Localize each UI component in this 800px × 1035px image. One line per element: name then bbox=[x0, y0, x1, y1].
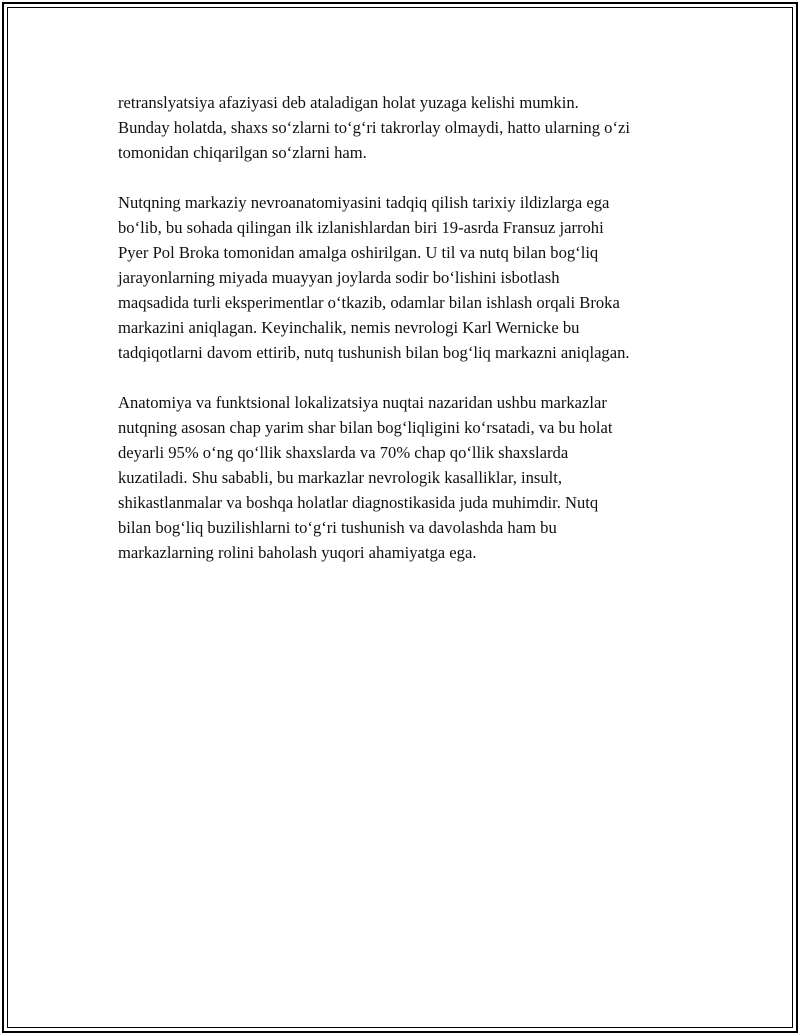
text-line: kuzatiladi. Shu sababli, bu markazlar nevrologik kasalliklar, insult, bbox=[118, 468, 563, 487]
text-line: tomonidan chiqarilgan so‘zlarni ham. bbox=[118, 143, 367, 162]
text-line: jarayonlarning miyada muayyan joylarda sodir bo‘lishini isbotlash bbox=[118, 268, 560, 287]
text-line: retranslyatsiya afaziyasi deb ataladigan holat yuzaga kelishi mumkin. bbox=[118, 93, 579, 112]
text-line: maqsadida turli eksperimentlar o‘tkazib, odamlar bilan ishlash orqali Broka bbox=[118, 293, 620, 312]
text-line: shikastlanmalar va boshqa holatlar diagnostikasida juda muhimdir. Nutq bbox=[118, 493, 599, 512]
paragraph-1 bbox=[118, 90, 703, 165]
paragraph-2 bbox=[118, 190, 703, 365]
text-line: markazlarning rolini baholash yuqori ahamiyatga ega. bbox=[118, 543, 477, 562]
text-line: Nutqning markaziy nevroanatomiyasini tadqiq qilish tarixiy ildizlarga ega bbox=[118, 193, 610, 212]
text-line: Anatomiya va funktsional lokalizatsiya nuqtai nazaridan ushbu markazlar bbox=[118, 393, 607, 412]
paragraph-3 bbox=[118, 390, 703, 565]
text-line: nutqning asosan chap yarim shar bilan bog‘liqligini ko‘rsatadi, va bu holat bbox=[118, 418, 613, 437]
text-line: markazini aniqlagan. Keyinchalik, nemis nevrologi Karl Wernicke bu bbox=[118, 318, 580, 337]
text-line: Pyer Pol Broka tomonidan amalga oshirilgan. U til va nutq bilan bog‘liq bbox=[118, 243, 599, 262]
text-line: Bunday holatda, shaxs so‘zlarni to‘g‘ri takrorlay olmaydi, hatto ularning o‘zi bbox=[118, 118, 630, 137]
text-line: tadqiqotlarni davom ettirib, nutq tushunish bilan bog‘liq markazni aniqlagan. bbox=[118, 343, 630, 362]
text-line: bilan bog‘liq buzilishlarni to‘g‘ri tushunish va davolashda ham bu bbox=[118, 518, 557, 537]
text-line: deyarli 95% o‘ng qo‘llik shaxslarda va 70% chap qo‘llik shaxslarda bbox=[118, 443, 569, 462]
document-body bbox=[118, 90, 703, 590]
text-line: bo‘lib, bu sohada qilingan ilk izlanishlardan biri 19-asrda Fransuz jarrohi bbox=[118, 218, 604, 237]
